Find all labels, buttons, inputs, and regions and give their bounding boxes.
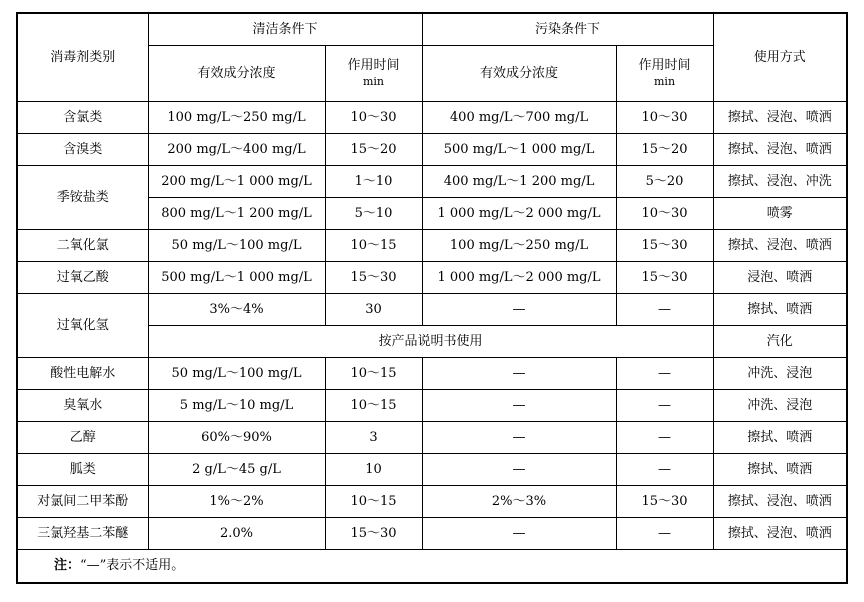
cell-clean-time: 10～15 xyxy=(325,486,422,518)
cell-category: 二氧化氯 xyxy=(17,230,148,262)
table-row xyxy=(17,230,847,262)
header-dirty-condition: 污染条件下 xyxy=(422,13,713,46)
table-row xyxy=(17,422,847,454)
cell-dirty-concentration: 2%～3% xyxy=(422,486,616,518)
cell-clean-concentration: 200 mg/L～400 mg/L xyxy=(148,134,325,166)
cell-usage: 浸泡、喷洒 xyxy=(713,262,847,294)
cell-span-instructions: 按产品说明书使用 xyxy=(148,326,713,358)
cell-clean-concentration: 1%～2% xyxy=(148,486,325,518)
cell-usage: 擦拭、浸泡、喷洒 xyxy=(713,486,847,518)
cell-dirty-concentration: — xyxy=(422,422,616,454)
cell-clean-concentration: 200 mg/L～1 000 mg/L xyxy=(148,166,325,198)
table-row xyxy=(17,262,847,294)
cell-usage: 冲洗、浸泡 xyxy=(713,358,847,390)
table-row xyxy=(17,294,847,326)
cell-dirty-concentration: 1 000 mg/L～2 000 mg/L xyxy=(422,198,616,230)
table-row xyxy=(17,102,847,134)
cell-clean-time: 10～15 xyxy=(325,230,422,262)
cell-dirty-concentration: 500 mg/L～1 000 mg/L xyxy=(422,134,616,166)
header-dirty-concentration: 有效成分浓度 xyxy=(422,46,616,102)
cell-clean-concentration: 500 mg/L～1 000 mg/L xyxy=(148,262,325,294)
cell-category: 胍类 xyxy=(17,454,148,486)
header-clean-time xyxy=(325,46,422,102)
cell-dirty-time: 10～30 xyxy=(616,198,713,230)
cell-dirty-concentration: — xyxy=(422,518,616,550)
cell-clean-concentration: 3%～4% xyxy=(148,294,325,326)
cell-dirty-time: — xyxy=(616,454,713,486)
cell-clean-time: 5～10 xyxy=(325,198,422,230)
header-clean-concentration: 有效成分浓度 xyxy=(148,46,325,102)
note-label: 注： xyxy=(54,558,81,573)
cell-dirty-time: 15～20 xyxy=(616,134,713,166)
cell-dirty-concentration: 400 mg/L～1 200 mg/L xyxy=(422,166,616,198)
cell-usage: 擦拭、浸泡、喷洒 xyxy=(713,134,847,166)
table-note xyxy=(17,550,847,584)
cell-category: 过氧乙酸 xyxy=(17,262,148,294)
cell-usage: 擦拭、浸泡、喷洒 xyxy=(713,230,847,262)
cell-category: 含氯类 xyxy=(17,102,148,134)
cell-category: 对氯间二甲苯酚 xyxy=(17,486,148,518)
cell-clean-time: 10 xyxy=(325,454,422,486)
header-clean-time-label: 作用时间 xyxy=(347,57,400,73)
header-dirty-time-label: 作用时间 xyxy=(638,57,691,73)
cell-clean-concentration: 800 mg/L～1 200 mg/L xyxy=(148,198,325,230)
cell-clean-concentration: 50 mg/L～100 mg/L xyxy=(148,230,325,262)
cell-category: 臭氧水 xyxy=(17,390,148,422)
cell-clean-concentration: 50 mg/L～100 mg/L xyxy=(148,358,325,390)
cell-category: 过氧化氢 xyxy=(17,294,148,358)
cell-dirty-time: 15～30 xyxy=(616,230,713,262)
cell-usage: 喷雾 xyxy=(713,198,847,230)
cell-clean-concentration: 2 g/L～45 g/L xyxy=(148,454,325,486)
cell-usage: 冲洗、浸泡 xyxy=(713,390,847,422)
cell-clean-concentration: 60%～90% xyxy=(148,422,325,454)
cell-usage: 擦拭、浸泡、喷洒 xyxy=(713,102,847,134)
cell-dirty-time: — xyxy=(616,422,713,454)
cell-clean-concentration: 2.0% xyxy=(148,518,325,550)
header-dirty-time-unit: min xyxy=(654,74,676,88)
cell-usage: 擦拭、喷洒 xyxy=(713,454,847,486)
header-clean-time-unit: min xyxy=(362,74,385,88)
cell-dirty-concentration: — xyxy=(422,454,616,486)
cell-dirty-time: 15～30 xyxy=(616,262,713,294)
cell-usage: 擦拭、喷洒 xyxy=(713,294,847,326)
cell-dirty-concentration: — xyxy=(422,294,616,326)
header-clean-condition: 清洁条件下 xyxy=(148,13,422,46)
cell-clean-time: 10～15 xyxy=(325,390,422,422)
cell-clean-concentration: 100 mg/L～250 mg/L xyxy=(148,102,325,134)
cell-dirty-time: 10～30 xyxy=(616,102,713,134)
cell-dirty-time: 5～20 xyxy=(616,166,713,198)
cell-dirty-concentration: — xyxy=(422,390,616,422)
cell-clean-time: 10～15 xyxy=(325,358,422,390)
cell-clean-time: 10～30 xyxy=(325,102,422,134)
cell-dirty-time: — xyxy=(616,294,713,326)
cell-usage: 汽化 xyxy=(713,326,847,358)
cell-category: 含溴类 xyxy=(17,134,148,166)
note-text: “—”表示不适用。 xyxy=(80,558,185,573)
header-dirty-time xyxy=(616,46,713,102)
cell-dirty-concentration: 100 mg/L～250 mg/L xyxy=(422,230,616,262)
cell-category: 酸性电解水 xyxy=(17,358,148,390)
cell-clean-time: 30 xyxy=(325,294,422,326)
cell-dirty-time: 15～30 xyxy=(616,486,713,518)
table-row xyxy=(17,454,847,486)
cell-dirty-time: — xyxy=(616,518,713,550)
header-usage: 使用方式 xyxy=(713,13,847,102)
cell-clean-time: 1～10 xyxy=(325,166,422,198)
table-row xyxy=(17,358,847,390)
header-category: 消毒剂类别 xyxy=(17,13,148,102)
cell-dirty-concentration: 400 mg/L～700 mg/L xyxy=(422,102,616,134)
cell-usage: 擦拭、浸泡、喷洒 xyxy=(713,518,847,550)
cell-usage: 擦拭、浸泡、冲洗 xyxy=(713,166,847,198)
table-note-row xyxy=(17,550,847,584)
table-row xyxy=(17,390,847,422)
cell-clean-time: 15～30 xyxy=(325,518,422,550)
table-row xyxy=(17,166,847,198)
cell-dirty-concentration: — xyxy=(422,358,616,390)
cell-clean-time: 15～20 xyxy=(325,134,422,166)
cell-category: 三氯羟基二苯醚 xyxy=(17,518,148,550)
cell-category: 季铵盐类 xyxy=(17,166,148,230)
cell-clean-time: 15～30 xyxy=(325,262,422,294)
table-row xyxy=(17,486,847,518)
table-row xyxy=(17,134,847,166)
cell-clean-time: 3 xyxy=(325,422,422,454)
cell-dirty-time: — xyxy=(616,390,713,422)
cell-usage: 擦拭、喷洒 xyxy=(713,422,847,454)
table-row xyxy=(17,518,847,550)
cell-clean-concentration: 5 mg/L～10 mg/L xyxy=(148,390,325,422)
disinfectant-table xyxy=(16,12,848,584)
cell-dirty-concentration: 1 000 mg/L～2 000 mg/L xyxy=(422,262,616,294)
cell-dirty-time: — xyxy=(616,358,713,390)
cell-category: 乙醇 xyxy=(17,422,148,454)
